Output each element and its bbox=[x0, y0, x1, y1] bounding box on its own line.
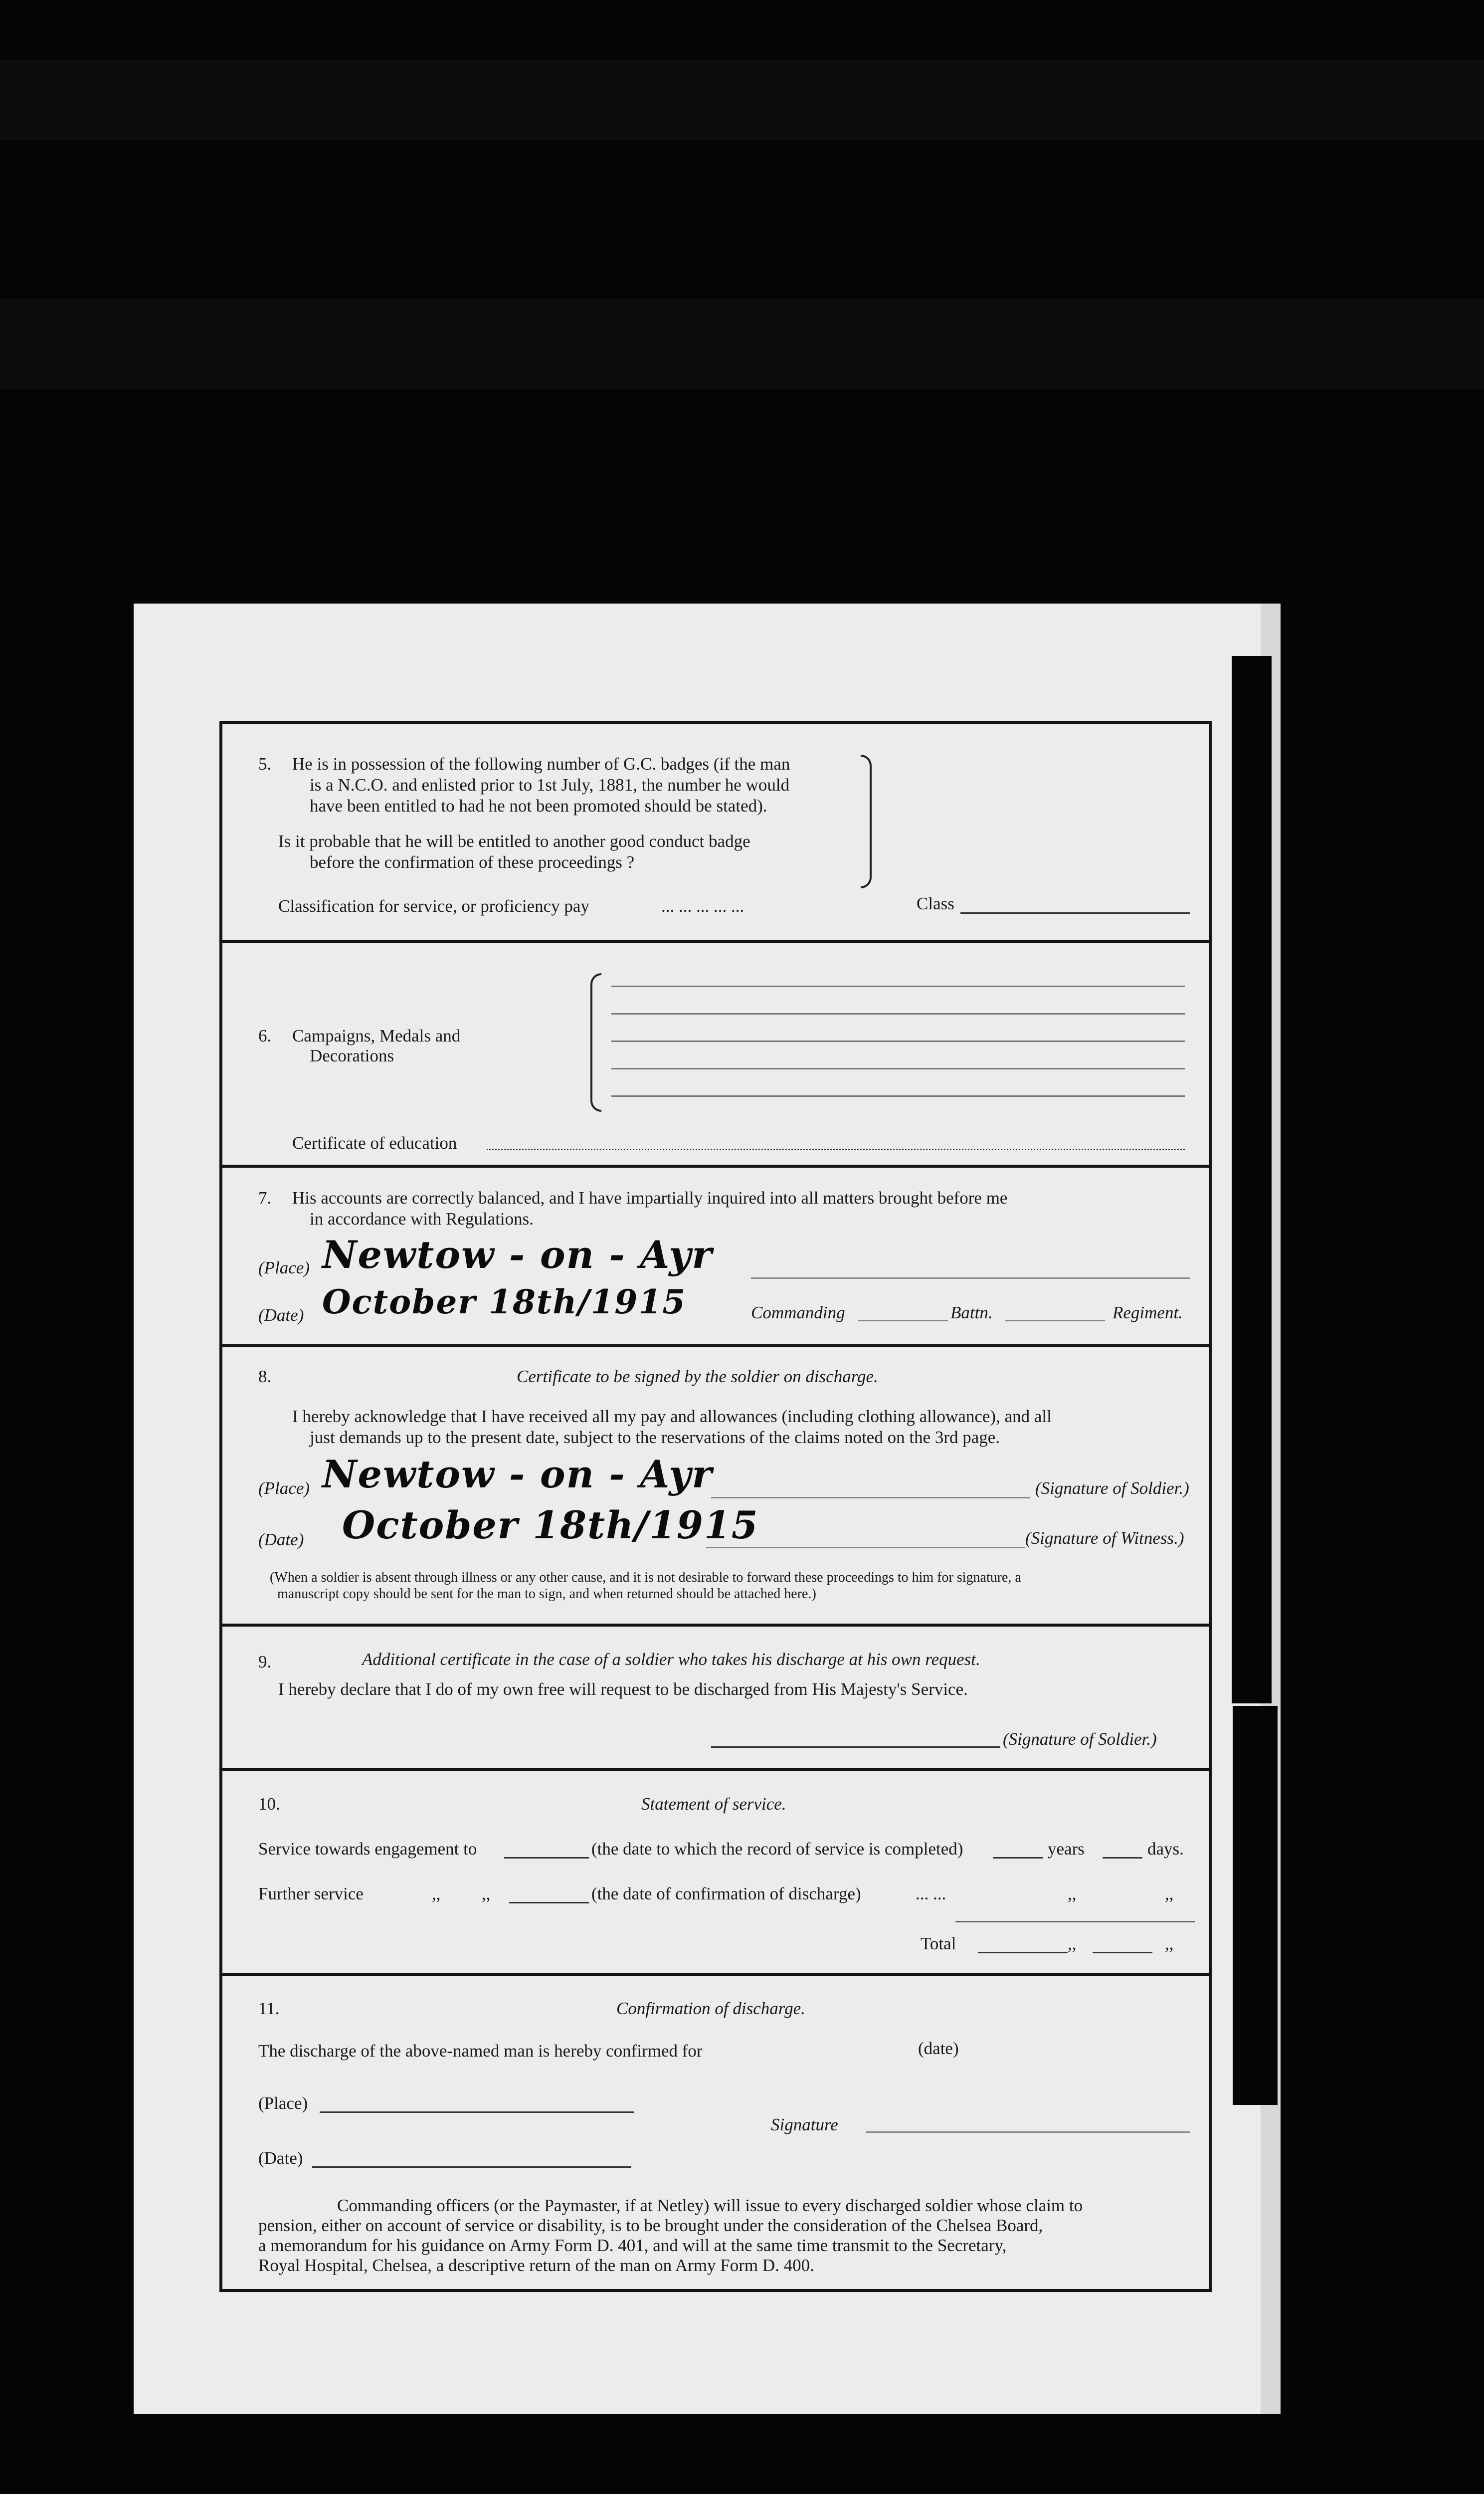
ditto-mark: ,, bbox=[1165, 1884, 1174, 1903]
signature-entry-line bbox=[866, 2131, 1190, 2133]
section-7-text: His accounts are correctly balanced, and I have impartially inquired into all matters brought before me bbox=[292, 1188, 1008, 1208]
date-paren-label: (date) bbox=[918, 2039, 959, 2058]
section-7-accounts bbox=[222, 1168, 1209, 1347]
section-number: 6. bbox=[258, 1026, 272, 1045]
class-entry-line bbox=[960, 912, 1190, 914]
place-label: (Place) bbox=[258, 1258, 310, 1277]
section-5-text: before the confirmation of these proceedings ? bbox=[310, 852, 635, 872]
section-number: 9. bbox=[258, 1652, 272, 1671]
further-service-note: (the date of confirmation of discharge) bbox=[591, 1884, 861, 1903]
ditto-mark: ,, bbox=[482, 1884, 491, 1903]
signature-of-soldier-label: (Signature of Soldier.) bbox=[1003, 1729, 1157, 1749]
campaigns-entry-line bbox=[611, 1095, 1185, 1097]
witness-signature-line bbox=[706, 1547, 1025, 1548]
place-entry-line bbox=[320, 2111, 634, 2113]
date-entry-line bbox=[312, 2166, 631, 2168]
section-7-text: in accordance with Regulations. bbox=[310, 1209, 534, 1229]
section-8-text: just demands up to the present date, subject to the reservations of the claims noted on the 3rd page. bbox=[310, 1428, 1000, 1447]
section-number: 11. bbox=[258, 1999, 280, 2018]
service-engagement-line bbox=[504, 1857, 589, 1859]
place-label: (Place) bbox=[258, 2093, 308, 2113]
section-5-text: He is in possession of the following number of G.C. badges (if the man bbox=[292, 754, 790, 774]
place-label: (Place) bbox=[258, 1478, 310, 1498]
years-label: years bbox=[1048, 1839, 1085, 1859]
section-number: 7. bbox=[258, 1188, 272, 1208]
subtotal-rule bbox=[955, 1921, 1195, 1922]
section-10-heading: Statement of service. bbox=[641, 1794, 786, 1814]
section-5-text: Is it probable that he will be entitled to another good conduct badge bbox=[278, 831, 750, 851]
section-5-gc-badges bbox=[222, 724, 1209, 943]
section-11-confirmation bbox=[222, 1976, 1209, 2295]
instructions-text: a memorandum for his guidance on Army Form D. 401, and will at the same time transmit to the Secretary, bbox=[258, 2236, 1007, 2255]
campaigns-entry-line bbox=[611, 1013, 1185, 1015]
section-8-soldier-certificate bbox=[222, 1347, 1209, 1627]
total-entry-line bbox=[978, 1952, 1068, 1953]
confirmation-text: The discharge of the above-named man is hereby confirmed for bbox=[258, 2041, 703, 2061]
leader-dots: ... ... ... ... ... bbox=[661, 896, 744, 916]
classification-label: Classification for service, or proficiency pay bbox=[278, 896, 589, 916]
days-entry-line bbox=[1103, 1857, 1142, 1859]
leader-dots: ... ... bbox=[916, 1884, 946, 1903]
section-number: 10. bbox=[258, 1794, 280, 1814]
section-9-heading: Additional certificate in the case of a soldier who takes his discharge at his own request. bbox=[362, 1650, 980, 1669]
ditto-mark: ,, bbox=[432, 1884, 441, 1903]
service-engagement-note: (the date to which the record of service is completed) bbox=[591, 1839, 963, 1859]
campaigns-entry-line bbox=[611, 1068, 1185, 1069]
education-label: Certificate of education bbox=[292, 1133, 457, 1153]
section-5-text: have been entitled to had he not been promoted should be stated). bbox=[310, 796, 767, 816]
handwritten-place: Newtow - on - Ayr bbox=[322, 1452, 713, 1496]
days-label: days. bbox=[1147, 1839, 1184, 1859]
handwritten-place: Newtow - on - Ayr bbox=[322, 1233, 713, 1277]
section-9-text: I hereby declare that I do of my own free will request to be discharged from His Majesty's Service. bbox=[278, 1679, 968, 1699]
section-8-note: (When a soldier is absent through illness or any other cause, and it is not desirable to forward these proceedings to him for signature, a bbox=[270, 1570, 1021, 1585]
service-engagement-label: Service towards engagement to bbox=[258, 1839, 477, 1859]
instructions-text: Commanding officers (or the Paymaster, if at Netley) will issue to every discharged soldier whose claim to bbox=[337, 2196, 1083, 2215]
section-11-heading: Confirmation of discharge. bbox=[616, 1999, 805, 2018]
bracket bbox=[590, 973, 601, 1112]
bracket bbox=[861, 755, 872, 888]
handwritten-date: October 18th/1915 bbox=[342, 1503, 759, 1547]
regiment-entry-line bbox=[1005, 1320, 1105, 1321]
binder-tab bbox=[1232, 656, 1272, 1703]
ditto-mark: ,, bbox=[1068, 1934, 1077, 1953]
further-service-line bbox=[509, 1902, 589, 1903]
section-8-text: I hereby acknowledge that I have received all my pay and allowances (including clothing allowance), and all bbox=[292, 1407, 1052, 1426]
section-5-text: is a N.C.O. and enlisted prior to 1st July, 1881, the number he would bbox=[310, 775, 790, 795]
section-9-own-request bbox=[222, 1627, 1209, 1771]
campaigns-label: Decorations bbox=[310, 1046, 394, 1065]
total-label: Total bbox=[921, 1934, 956, 1953]
signature-of-soldier-label: (Signature of Soldier.) bbox=[1035, 1478, 1189, 1498]
ditto-mark: ,, bbox=[1068, 1884, 1077, 1903]
section-6-campaigns bbox=[222, 943, 1209, 1168]
section-8-note: manuscript copy should be sent for the man to sign, and when returned should be attached here.) bbox=[277, 1586, 816, 1602]
campaigns-label: Campaigns, Medals and bbox=[292, 1026, 461, 1045]
years-entry-line bbox=[993, 1857, 1043, 1859]
date-label: (Date) bbox=[258, 2148, 303, 2168]
scan-background-band bbox=[0, 60, 1484, 140]
date-label: (Date) bbox=[258, 1530, 304, 1549]
ditto-mark: ,, bbox=[1165, 1934, 1174, 1953]
class-label: Class bbox=[917, 894, 954, 913]
handwritten-date: October 18th/1915 bbox=[322, 1282, 687, 1321]
soldier-signature-line bbox=[711, 1746, 1000, 1748]
further-service-label: Further service bbox=[258, 1884, 364, 1903]
signature-label: Signature bbox=[771, 2115, 838, 2134]
instructions-text: Royal Hospital, Chelsea, a descriptive return of the man on Army Form D. 400. bbox=[258, 2256, 814, 2275]
campaigns-entry-line bbox=[611, 986, 1185, 987]
campaigns-entry-line bbox=[611, 1040, 1185, 1042]
battn-label: Battn. bbox=[950, 1303, 993, 1322]
soldier-signature-line bbox=[711, 1497, 1030, 1498]
total-entry-line bbox=[1093, 1952, 1152, 1953]
discharge-form bbox=[219, 721, 1212, 2292]
battn-entry-line bbox=[858, 1320, 948, 1321]
section-8-heading: Certificate to be signed by the soldier on discharge. bbox=[517, 1367, 878, 1386]
signature-of-witness-label: (Signature of Witness.) bbox=[1025, 1528, 1184, 1548]
commanding-label: Commanding bbox=[751, 1303, 845, 1322]
place-entry-line bbox=[751, 1277, 1190, 1279]
section-number: 8. bbox=[258, 1367, 272, 1386]
section-number: 5. bbox=[258, 754, 272, 774]
binder-tab bbox=[1233, 1706, 1278, 2105]
section-10-statement-of-service bbox=[222, 1771, 1209, 1976]
scan-background-band bbox=[0, 299, 1484, 389]
instructions-text: pension, either on account of service or disability, is to be brought under the consideration of the Chelsea Board, bbox=[258, 2216, 1043, 2235]
education-entry-line bbox=[487, 1149, 1185, 1150]
regiment-label: Regiment. bbox=[1113, 1303, 1183, 1322]
date-label: (Date) bbox=[258, 1305, 304, 1325]
